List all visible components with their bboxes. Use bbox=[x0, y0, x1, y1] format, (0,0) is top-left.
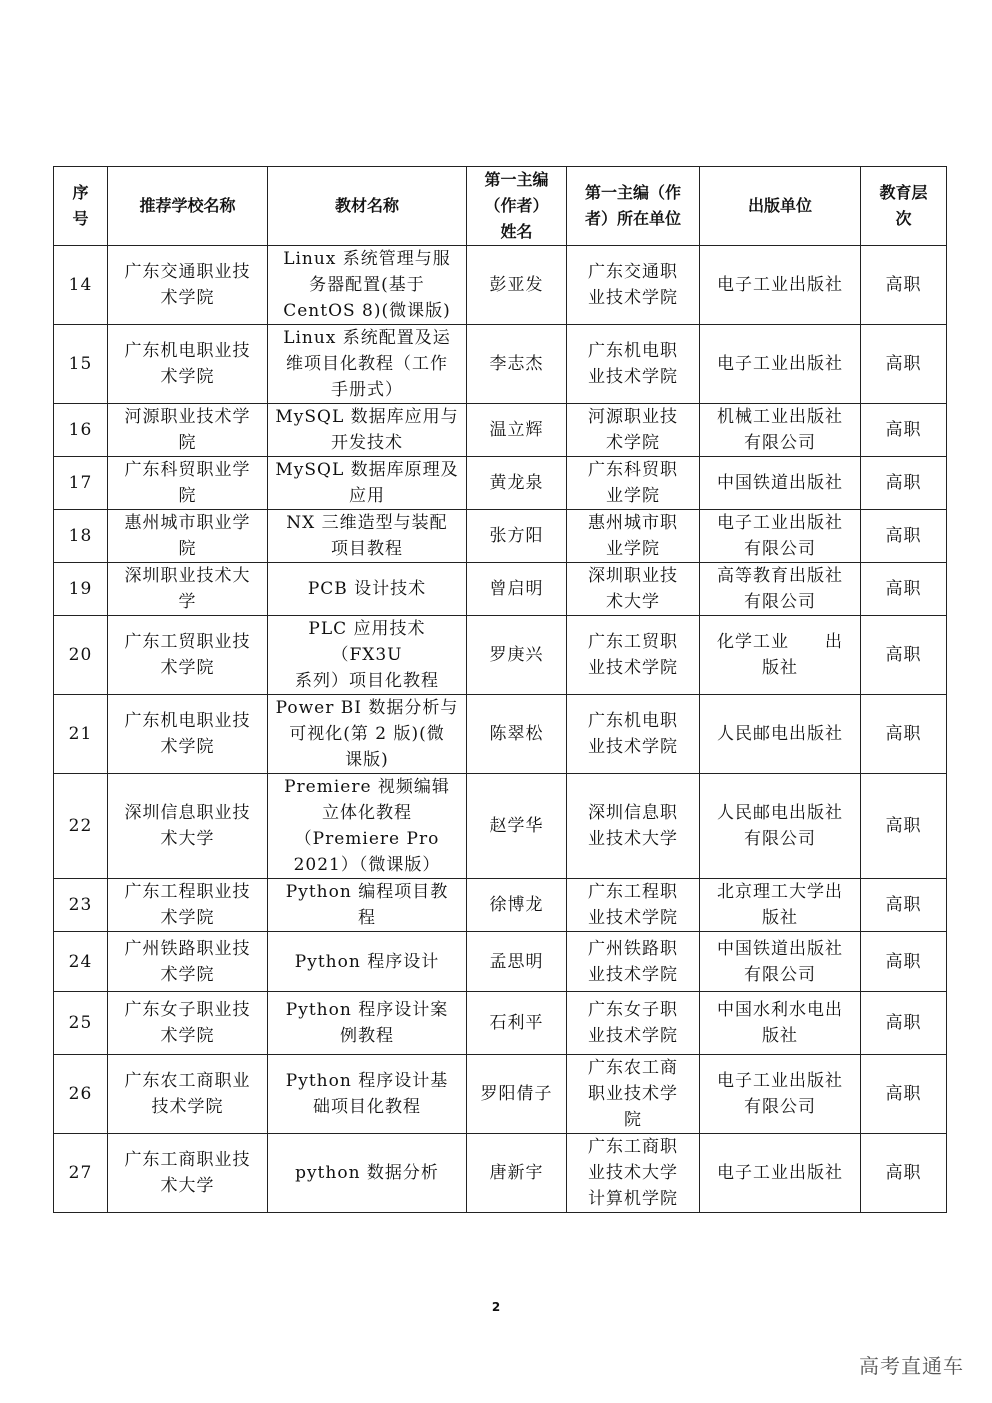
cell-author: 张方阳 bbox=[467, 510, 567, 563]
cell-book: python 数据分析 bbox=[268, 1134, 467, 1213]
cell-school: 广东交通职业技 术学院 bbox=[108, 246, 268, 325]
table-row bbox=[54, 457, 947, 510]
cell-author: 曾启明 bbox=[467, 563, 567, 616]
cell-author: 石利平 bbox=[467, 992, 567, 1055]
cell-level: 高职 bbox=[861, 404, 947, 457]
cell-school: 深圳信息职业技 术大学 bbox=[108, 774, 268, 879]
cell-unit: 惠州城市职 业学院 bbox=[567, 510, 700, 563]
cell-book: Premiere 视频编辑 立体化教程 （Premiere Pro 2021）（微课版） bbox=[268, 774, 467, 879]
cell-author: 孟思明 bbox=[467, 932, 567, 992]
cell-unit: 广东科贸职 业学院 bbox=[567, 457, 700, 510]
cell-level: 高职 bbox=[861, 932, 947, 992]
cell-book: Linux 系统管理与服 务器配置(基于 CentOS 8)(微课版) bbox=[268, 246, 467, 325]
table-row bbox=[54, 1055, 947, 1134]
cell-book: PCB 设计技术 bbox=[268, 563, 467, 616]
cell-book: Python 程序设计案 例教程 bbox=[268, 992, 467, 1055]
cell-no: 16 bbox=[54, 404, 108, 457]
cell-publisher: 北京理工大学出 版社 bbox=[700, 879, 861, 932]
table-row bbox=[54, 879, 947, 932]
header-publisher: 出版单位 bbox=[700, 167, 861, 246]
cell-book: MySQL 数据库应用与 开发技术 bbox=[268, 404, 467, 457]
cell-author: 李志杰 bbox=[467, 325, 567, 404]
cell-unit: 广东工程职 业技术学院 bbox=[567, 879, 700, 932]
page-number: 2 bbox=[491, 1300, 501, 1314]
cell-school: 广东工贸职业技 术学院 bbox=[108, 616, 268, 695]
cell-level: 高职 bbox=[861, 246, 947, 325]
cell-author: 彭亚发 bbox=[467, 246, 567, 325]
cell-publisher: 人民邮电出版社 bbox=[700, 695, 861, 774]
header-unit: 第一主编（作 者）所在单位 bbox=[567, 167, 700, 246]
cell-school: 广东工程职业技 术学院 bbox=[108, 879, 268, 932]
cell-no: 25 bbox=[54, 992, 108, 1055]
cell-school: 广东女子职业技 术学院 bbox=[108, 992, 268, 1055]
cell-book: Power BI 数据分析与 可视化(第 2 版)(微 课版) bbox=[268, 695, 467, 774]
cell-book: Python 程序设计 bbox=[268, 932, 467, 992]
cell-no: 19 bbox=[54, 563, 108, 616]
cell-book: Linux 系统配置及运 维项目化教程（工作 手册式） bbox=[268, 325, 467, 404]
cell-unit: 广东交通职 业技术学院 bbox=[567, 246, 700, 325]
cell-school: 深圳职业技术大 学 bbox=[108, 563, 268, 616]
cell-no: 18 bbox=[54, 510, 108, 563]
cell-unit: 深圳信息职 业技术大学 bbox=[567, 774, 700, 879]
cell-no: 21 bbox=[54, 695, 108, 774]
cell-publisher: 电子工业出版社 bbox=[700, 325, 861, 404]
cell-level: 高职 bbox=[861, 1055, 947, 1134]
cell-school: 河源职业技术学 院 bbox=[108, 404, 268, 457]
cell-no: 14 bbox=[54, 246, 108, 325]
cell-no: 15 bbox=[54, 325, 108, 404]
cell-author: 罗阳倩子 bbox=[467, 1055, 567, 1134]
table-row bbox=[54, 325, 947, 404]
cell-no: 23 bbox=[54, 879, 108, 932]
cell-publisher: 中国铁道出版社 bbox=[700, 457, 861, 510]
cell-school: 广东工商职业技 术大学 bbox=[108, 1134, 268, 1213]
header-author: 第一主编 （作者） 姓名 bbox=[467, 167, 567, 246]
cell-level: 高职 bbox=[861, 457, 947, 510]
cell-no: 26 bbox=[54, 1055, 108, 1134]
cell-book: Python 编程项目教 程 bbox=[268, 879, 467, 932]
cell-publisher: 电子工业出版社 bbox=[700, 1134, 861, 1213]
cell-publisher: 人民邮电出版社 有限公司 bbox=[700, 774, 861, 879]
cell-no: 17 bbox=[54, 457, 108, 510]
cell-school: 广东科贸职业学 院 bbox=[108, 457, 268, 510]
header-no: 序 号 bbox=[54, 167, 108, 246]
table-row bbox=[54, 563, 947, 616]
watermark: 高考直通车 bbox=[859, 1354, 964, 1378]
cell-publisher: 电子工业出版社 bbox=[700, 246, 861, 325]
cell-unit: 河源职业技 术学院 bbox=[567, 404, 700, 457]
table-row bbox=[54, 510, 947, 563]
cell-no: 24 bbox=[54, 932, 108, 992]
cell-author: 徐博龙 bbox=[467, 879, 567, 932]
cell-publisher: 中国水利水电出 版社 bbox=[700, 992, 861, 1055]
cell-school: 广东机电职业技 术学院 bbox=[108, 325, 268, 404]
cell-publisher: 电子工业出版社 有限公司 bbox=[700, 1055, 861, 1134]
cell-author: 黄龙泉 bbox=[467, 457, 567, 510]
table-row bbox=[54, 695, 947, 774]
cell-author: 罗庚兴 bbox=[467, 616, 567, 695]
cell-unit: 广东女子职 业技术学院 bbox=[567, 992, 700, 1055]
cell-level: 高职 bbox=[861, 325, 947, 404]
table-row bbox=[54, 932, 947, 992]
cell-level: 高职 bbox=[861, 774, 947, 879]
table-row bbox=[54, 774, 947, 879]
cell-school: 惠州城市职业学 院 bbox=[108, 510, 268, 563]
cell-unit: 广州铁路职 业技术学院 bbox=[567, 932, 700, 992]
cell-unit: 广东工商职 业技术大学 计算机学院 bbox=[567, 1134, 700, 1213]
header-level: 教育层 次 bbox=[861, 167, 947, 246]
table-row bbox=[54, 616, 947, 695]
cell-level: 高职 bbox=[861, 1134, 947, 1213]
cell-book: MySQL 数据库原理及 应用 bbox=[268, 457, 467, 510]
cell-author: 温立辉 bbox=[467, 404, 567, 457]
table-header-row bbox=[54, 167, 947, 246]
cell-no: 27 bbox=[54, 1134, 108, 1213]
cell-unit: 深圳职业技 术大学 bbox=[567, 563, 700, 616]
cell-author: 赵学华 bbox=[467, 774, 567, 879]
textbook-table bbox=[53, 166, 947, 1213]
cell-level: 高职 bbox=[861, 563, 947, 616]
table-row bbox=[54, 246, 947, 325]
cell-publisher: 中国铁道出版社 有限公司 bbox=[700, 932, 861, 992]
cell-unit: 广东机电职 业技术学院 bbox=[567, 695, 700, 774]
cell-level: 高职 bbox=[861, 695, 947, 774]
cell-book: Python 程序设计基 础项目化教程 bbox=[268, 1055, 467, 1134]
cell-publisher: 电子工业出版社 有限公司 bbox=[700, 510, 861, 563]
cell-publisher: 机械工业出版社 有限公司 bbox=[700, 404, 861, 457]
cell-no: 20 bbox=[54, 616, 108, 695]
header-book: 教材名称 bbox=[268, 167, 467, 246]
cell-school: 广东机电职业技 术学院 bbox=[108, 695, 268, 774]
cell-author: 唐新宇 bbox=[467, 1134, 567, 1213]
cell-book: NX 三维造型与装配 项目教程 bbox=[268, 510, 467, 563]
cell-school: 广州铁路职业技 术学院 bbox=[108, 932, 268, 992]
cell-book: PLC 应用技术（FX3U 系列）项目化教程 bbox=[268, 616, 467, 695]
cell-unit: 广东机电职 业技术学院 bbox=[567, 325, 700, 404]
cell-author: 陈翠松 bbox=[467, 695, 567, 774]
header-school: 推荐学校名称 bbox=[108, 167, 268, 246]
table-row bbox=[54, 404, 947, 457]
cell-publisher: 高等教育出版社 有限公司 bbox=[700, 563, 861, 616]
cell-unit: 广东农工商 职业技术学 院 bbox=[567, 1055, 700, 1134]
table-row bbox=[54, 1134, 947, 1213]
cell-unit: 广东工贸职 业技术学院 bbox=[567, 616, 700, 695]
cell-no: 22 bbox=[54, 774, 108, 879]
cell-level: 高职 bbox=[861, 616, 947, 695]
cell-publisher: 化学工业 出 版社 bbox=[700, 616, 861, 695]
cell-level: 高职 bbox=[861, 879, 947, 932]
cell-school: 广东农工商职业 技术学院 bbox=[108, 1055, 268, 1134]
cell-level: 高职 bbox=[861, 992, 947, 1055]
cell-level: 高职 bbox=[861, 510, 947, 563]
table-row bbox=[54, 992, 947, 1055]
